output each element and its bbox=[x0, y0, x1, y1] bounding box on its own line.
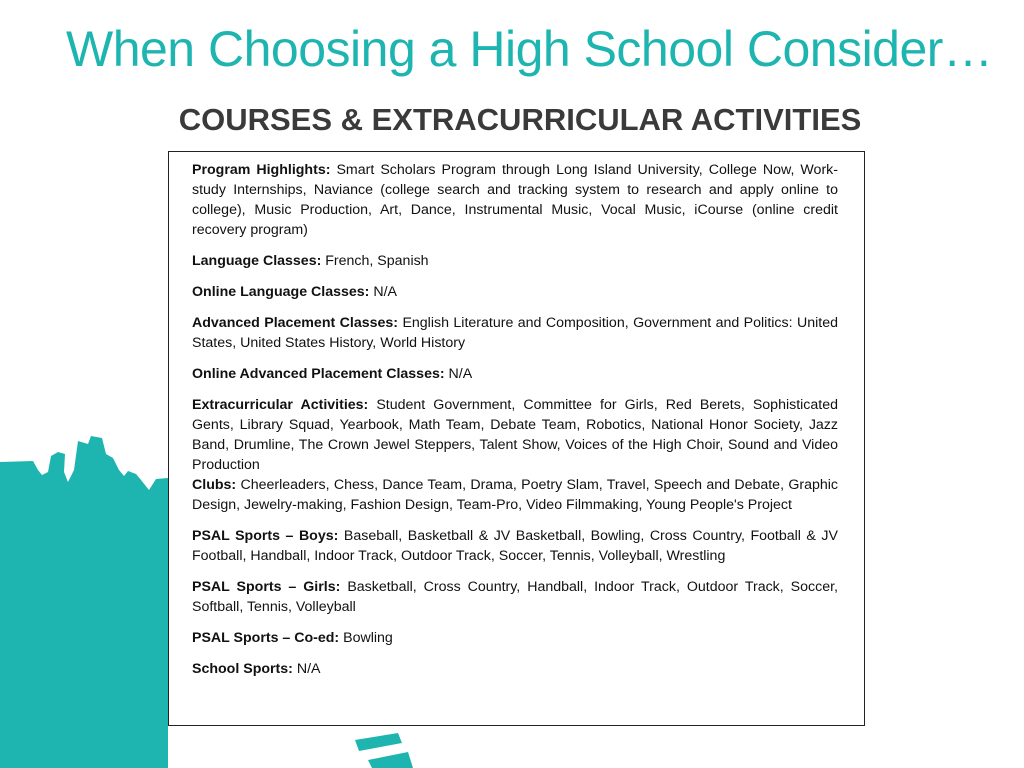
school-sports bbox=[192, 659, 838, 679]
section-text: Student Government, Committee for Girls, Red Berets, Sophisticated Gents, Library Squad, Yearbook, Math Team, Debate Team, Robotics, National Honor Society, Jazz Band, Drumline, The Crown Jewel Steppers, Talent Show, Voices of the High Choir, Sound and Video Production bbox=[192, 396, 839, 474]
program-highlights bbox=[192, 160, 838, 240]
section-label: Extracurricular Activities: bbox=[192, 396, 369, 413]
section-label: Online Advanced Placement Classes: bbox=[192, 365, 445, 382]
section-label: PSAL Sports – Girls: bbox=[192, 579, 341, 596]
section-label: Advanced Placement Classes: bbox=[192, 314, 398, 331]
content-box bbox=[168, 151, 865, 726]
section-label: Language Classes: bbox=[192, 253, 322, 270]
clubs-label: Clubs: bbox=[192, 477, 237, 494]
section-text: English Literature and Composition, Government and Politics: United States, United States History, World History bbox=[192, 314, 838, 352]
section-text: N/A bbox=[373, 284, 398, 301]
section-label: Online Language Classes: bbox=[192, 284, 370, 301]
psal-sports-coed bbox=[192, 628, 838, 648]
online-advanced-placement-classes bbox=[192, 364, 838, 384]
extracurricular-activities bbox=[192, 395, 838, 516]
section-text: N/A bbox=[448, 365, 473, 382]
section-text: Baseball, Basketball & JV Basketball, Bowling, Cross Country, Football & JV Football, Handball, Indoor Track, Outdoor Track, Soccer, Tennis, Volleyball, Wrestling bbox=[192, 528, 838, 565]
advanced-placement-classes bbox=[192, 313, 838, 353]
section-text: N/A bbox=[296, 661, 321, 678]
language-classes bbox=[192, 251, 838, 271]
section-label: PSAL Sports – Boys: bbox=[192, 528, 339, 545]
section-label: Program Highlights: bbox=[192, 162, 331, 178]
section-label: School Sports: bbox=[192, 661, 293, 678]
section-text: Basketball, Cross Country, Handball, Indoor Track, Outdoor Track, Soccer, Softball, Tennis, Volleyball bbox=[192, 579, 838, 616]
section-label: PSAL Sports – Co-ed: bbox=[192, 630, 340, 647]
psal-sports-girls bbox=[192, 577, 838, 617]
page-title: When Choosing a High School Consider… bbox=[66, 21, 993, 77]
section-subtitle: COURSES & EXTRACURRICULAR ACTIVITIES bbox=[178, 102, 862, 137]
section-text: Bowling bbox=[343, 630, 393, 647]
section-text: French, Spanish bbox=[325, 253, 429, 270]
section-text: Smart Scholars Program through Long Island University, College Now, Work-study Internships, Naviance (college search and tracking system to research and apply online to college), Music Production, Art, Dance, Instrumental Music, Vocal Music, iCourse (online credit recovery program) bbox=[192, 162, 838, 239]
clubs-text: Cheerleaders, Chess, Dance Team, Drama, Poetry Slam, Travel, Speech and Debate, Graphic Design, Jewelry-making, Fashion Design, Team-Pro, Video Filmmaking, Young People's Project bbox=[192, 477, 838, 514]
psal-sports-boys bbox=[192, 526, 838, 566]
online-language-classes bbox=[192, 282, 838, 302]
